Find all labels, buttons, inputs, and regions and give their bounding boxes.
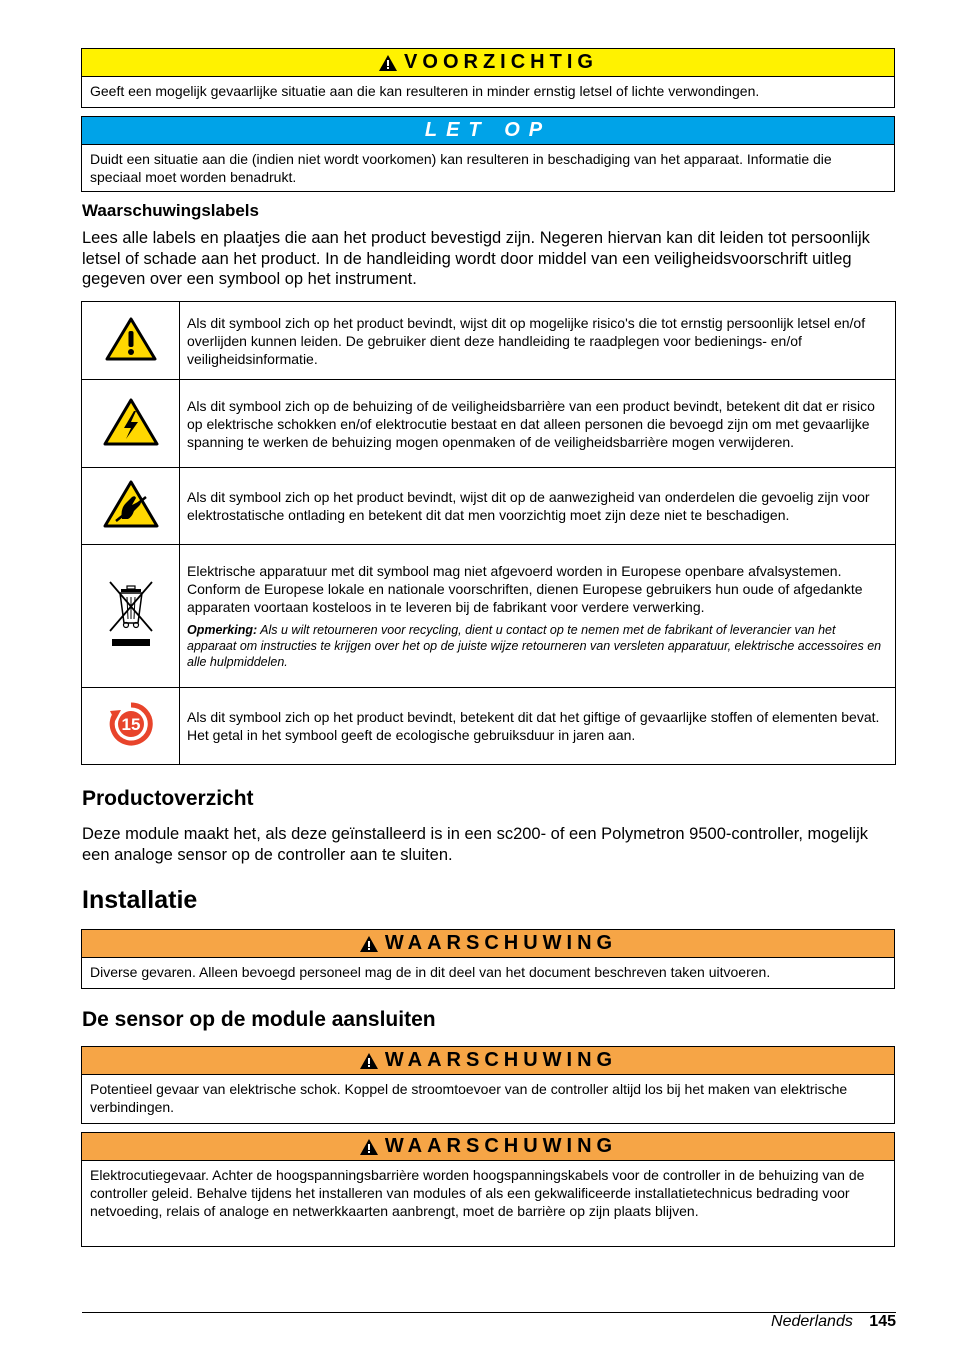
icon-cell — [82, 688, 180, 765]
warning-header-label: WAARSCHUWING — [384, 1135, 618, 1157]
row-text: Als dit symbool zich op het product bevindt, wijst dit op mogelijke risico's die tot ernstig persoonlijk letsel en/of overlijden kunnen leiden. De gebruiker dient deze handleiding te raadplegen voor bedienings- en/of veiligheidsinformatie. — [180, 302, 896, 380]
table-row — [82, 688, 896, 765]
warning-text: Diverse gevaren. Alleen bevoegd personeel mag de in dit deel van het document beschreven taken uitvoeren. — [90, 964, 771, 980]
weee-bin-icon — [105, 579, 157, 649]
caution-header-label: VOORZICHTIG — [404, 51, 598, 73]
warning-triangle-icon — [359, 935, 379, 953]
warning-box-electrocution — [81, 1132, 895, 1247]
warning-triangle-icon — [359, 1052, 379, 1070]
warning-header — [82, 1133, 894, 1161]
warning-labels-heading: Waarschuwingslabels — [82, 201, 259, 220]
table-row — [82, 380, 896, 468]
warning-labels-table — [81, 301, 896, 765]
product-overview-text: Deze module maakt het, als deze geïnstalleerd is in een sc200- of een Polymetron 9500-controller, mogelijk een analoge sensor op de controller aan te sluiten. — [82, 825, 869, 864]
icon-cell — [82, 302, 180, 380]
icon-cell — [82, 545, 180, 688]
weee-text: Elektrische apparatuur met dit symbool mag niet afgevoerd worden in Europese openbare afvalsystemen. Conform de Europese lokale en nationale voorschriften, dienen Europese gebruikers hun oude of afgedankte apparaten voortaan kosteloos in te leveren bij de fabrikant voor verdere verwerking. — [187, 563, 863, 615]
caution-box — [81, 48, 895, 108]
row-text: Als dit symbool zich op de behuizing of de veiligheidsbarrière van een product bevindt, betekent dit dat er risico op elektrische schokken en/of elektrocutie bestaat en dat alleen personen die bevoegd zijn om met gevaarlijke spanning te werken de behuizing mogen openmaken of de veiligheidsbarrière mogen verwijderen. — [180, 380, 896, 468]
efup-number: 15 — [121, 715, 140, 734]
notice-text: Duidt een situatie aan die (indien niet wordt voorkomen) kan resulteren in beschadiging van het apparaat. Informatie die speciaal moet worden benadrukt. — [90, 151, 832, 185]
row-text: Als dit symbool zich op het product bevindt, betekent dit dat het giftige of gevaarlijke stoffen of elementen bevat. Het getal in het symbool geeft de ecologische gebruiksduur in jaren aan. — [180, 688, 896, 765]
general-warning-icon — [105, 316, 157, 362]
page-number: 145 — [869, 1313, 896, 1330]
warning-labels-intro: Lees alle labels en plaatjes die aan het product bevestigd zijn. Negeren hiervan kan dit leiden tot persoonlijk letsel of schade aan het product. In de handleiding wordt door middel van een veiligheidsvoorschrift uitleg gegeven over een symbool op het instrument. — [82, 229, 870, 288]
warning-header-label: WAARSCHUWING — [384, 932, 618, 954]
warning-triangle-icon — [378, 54, 398, 72]
footer — [771, 1313, 896, 1331]
weee-note — [187, 622, 885, 670]
icon-cell — [82, 468, 180, 545]
notice-box — [81, 116, 895, 192]
installation-heading: Installatie — [82, 886, 198, 914]
row-text-weee — [180, 545, 896, 688]
footer-language: Nederlands — [771, 1313, 853, 1330]
esd-icon — [102, 479, 160, 529]
notice-header — [82, 117, 894, 145]
warning-triangle-icon — [359, 1138, 379, 1156]
note-label: Opmerking: — [187, 623, 258, 637]
table-row — [82, 468, 896, 545]
icon-cell — [82, 380, 180, 468]
warning-header — [82, 1047, 894, 1075]
note-text: Als u wilt retourneren voor recycling, dient u contact op te nemen met de fabrikant of leverancier van het apparaat om instructies te krijgen over het op de juiste wijze retourneren van versleten apparatuur, elektrische accessoires en alle hulpmiddelen. — [187, 623, 882, 669]
caution-header — [82, 49, 894, 77]
caution-text: Geeft een mogelijk gevaarlijke situatie aan die kan resulteren in minder ernstig letsel of lichte verwondingen. — [90, 83, 760, 99]
table-row — [82, 302, 896, 380]
warning-text: Elektrocutiegevaar. Achter de hoogspanningsbarrière worden hoogspanningskabels voor de controller in de behuizing van de controller geleid. Behalve tijdens het installeren van modules of als een gekwalificeerde installatietechnicus bedrading voor netvoeding, relais of analoge en netwerkkaarten aanbrengt, moet de barrière op zijn plaats blijven. — [90, 1167, 865, 1219]
warning-box-hazards — [81, 929, 895, 989]
connect-sensor-heading: De sensor op de module aansluiten — [82, 1008, 436, 1031]
warning-text: Potentieel gevaar van elektrische schok. Koppel de stroomtoevoer van de controller altijd los bij het maken van elektrische verbindingen. — [90, 1081, 848, 1115]
warning-header-label: WAARSCHUWING — [384, 1049, 618, 1071]
table-row — [82, 545, 896, 688]
warning-box-shock — [81, 1046, 895, 1124]
notice-header-label: LET OP — [424, 119, 552, 141]
efup-15-icon — [108, 701, 154, 747]
warning-header — [82, 930, 894, 958]
row-text: Als dit symbool zich op het product bevindt, wijst dit op de aanwezigheid van onderdelen die gevoelig zijn voor elektrostatische ontlading en betekent dit dat men voorzichtig moet zijn deze niet te beschadigen. — [180, 468, 896, 545]
product-overview-heading: Productoverzicht — [82, 787, 254, 810]
electrical-shock-icon — [102, 397, 160, 447]
